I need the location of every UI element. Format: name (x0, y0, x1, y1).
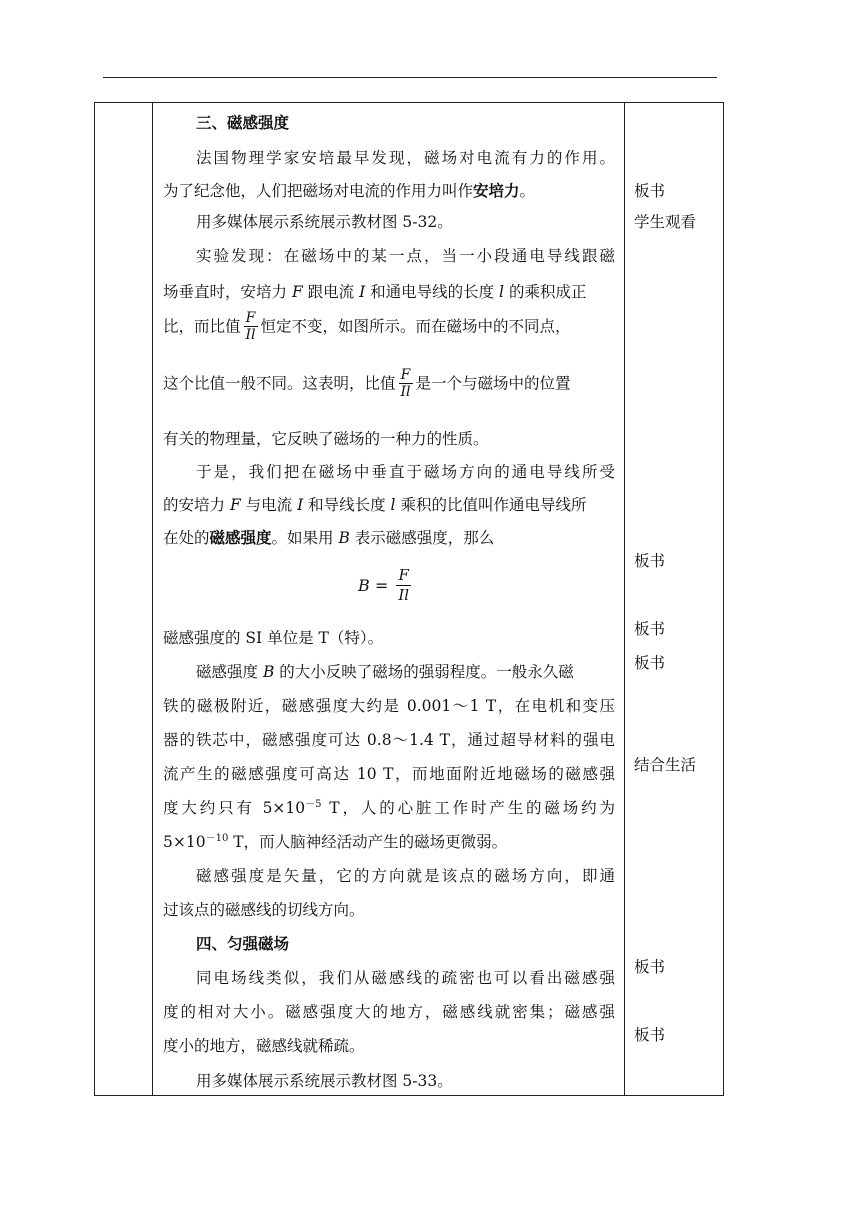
note-connect-life: 结合生活 (634, 756, 697, 774)
paragraph-line: 在处的磁感强度。如果用 B 表示磁感强度，那么 (163, 528, 495, 547)
paragraph-line: 的安培力 F 与电流 I 和导线长度 l 乘积的比值叫作通电导线所 (163, 496, 587, 514)
column-divider-1 (152, 103, 153, 1095)
section-4-heading: 四、匀强磁场 (196, 934, 290, 953)
paragraph-line: 比，而比值 $\frac{F}{Il}$ 恒定不变，如图所示。而在磁场中的不同点， (163, 310, 571, 343)
column-divider-2 (624, 103, 625, 1095)
paragraph-line: 场垂直时，安培力 F 跟电流 I 和通电导线的长度 l 的乘积成正 (163, 283, 587, 301)
paragraph-line: 用多媒体展示系统展示教材图 5-32。 (196, 213, 453, 231)
fraction-F-over-Il: $\frac{F}{Il}$ (245, 310, 256, 343)
paragraph-line: 磁感强度 B 的大小反映了磁场的强弱程度。一般永久磁 (196, 663, 574, 681)
paragraph-line: 磁感强度的 SI 单位是 T（特）。 (163, 629, 384, 647)
paragraph-line: 用多媒体展示系统展示教材图 5-33。 (196, 1072, 453, 1090)
paragraph-line: 度大约只有 $5\times 10^{-5}$ T，人的心脏工作时产生的磁场约为 (163, 798, 615, 817)
paragraph-line: 法国物理学家安培最早发现，磁场对电流有力的作用。 (196, 149, 615, 167)
note-board: 板书 (634, 958, 666, 976)
note-board: 板书 (634, 182, 666, 200)
term-ampere-force: 安培力 (473, 181, 520, 200)
paragraph-line: 同电场线类似，我们从磁感线的疏密也可以看出磁感强 (196, 969, 615, 987)
note-board: 板书 (634, 552, 666, 570)
paragraph-line: 流产生的磁感强度可高达 10 T，而地面附近地磁场的磁感强 (163, 765, 615, 783)
paragraph-line: 这个比值一般不同。这表明，比值 $\frac{F}{Il}$ 是一个与磁场中的位置 (163, 367, 571, 400)
paragraph-line: 磁感强度是矢量，它的方向就是该点的磁场方向，即通 (196, 867, 615, 885)
paragraph-line: 有关的物理量，它反映了磁场的一种力的性质。 (163, 430, 489, 448)
header-rule (103, 77, 717, 78)
fraction-F-over-Il: $\frac{F}{Il}$ (400, 367, 411, 400)
formula-B-equals-F-over-Il: B = $\frac{F}{Il}$ (358, 566, 410, 604)
term-magnetic-induction: 磁感强度 (209, 528, 272, 547)
note-board: 板书 (634, 654, 666, 672)
note-board: 板书 (634, 1026, 666, 1044)
note-student-observe: 学生观看 (634, 213, 697, 231)
paragraph-line: 度的相对大小。磁感强度大的地方，磁感线就密集；磁感强 (163, 1003, 615, 1021)
section-3-heading: 三、磁感强度 (196, 113, 290, 132)
paragraph-line: 度小的地方，磁感线就稀疏。 (163, 1037, 365, 1055)
paragraph-line: 过该点的磁感线的切线方向。 (163, 901, 365, 919)
paragraph-line: 器的铁芯中，磁感强度可达 0.8～1.4 T，通过超导材料的强电 (163, 731, 615, 749)
paragraph-line: 实验发现：在磁场中的某一点，当一小段通电导线跟磁 (196, 247, 615, 265)
note-board: 板书 (634, 620, 666, 638)
paragraph-line: 为了纪念他，人们把磁场对电流的作用力叫作安培力。 (163, 181, 536, 200)
paragraph-line: 于是，我们把在磁场中垂直于磁场方向的通电导线所受 (196, 463, 615, 481)
paragraph-line: $5\times 10^{-10}$ T，而人脑神经活动产生的磁场更微弱。 (163, 832, 508, 851)
paragraph-line: 铁的磁极附近，磁感强度大约是 0.001～1 T，在电机和变压 (163, 697, 615, 715)
